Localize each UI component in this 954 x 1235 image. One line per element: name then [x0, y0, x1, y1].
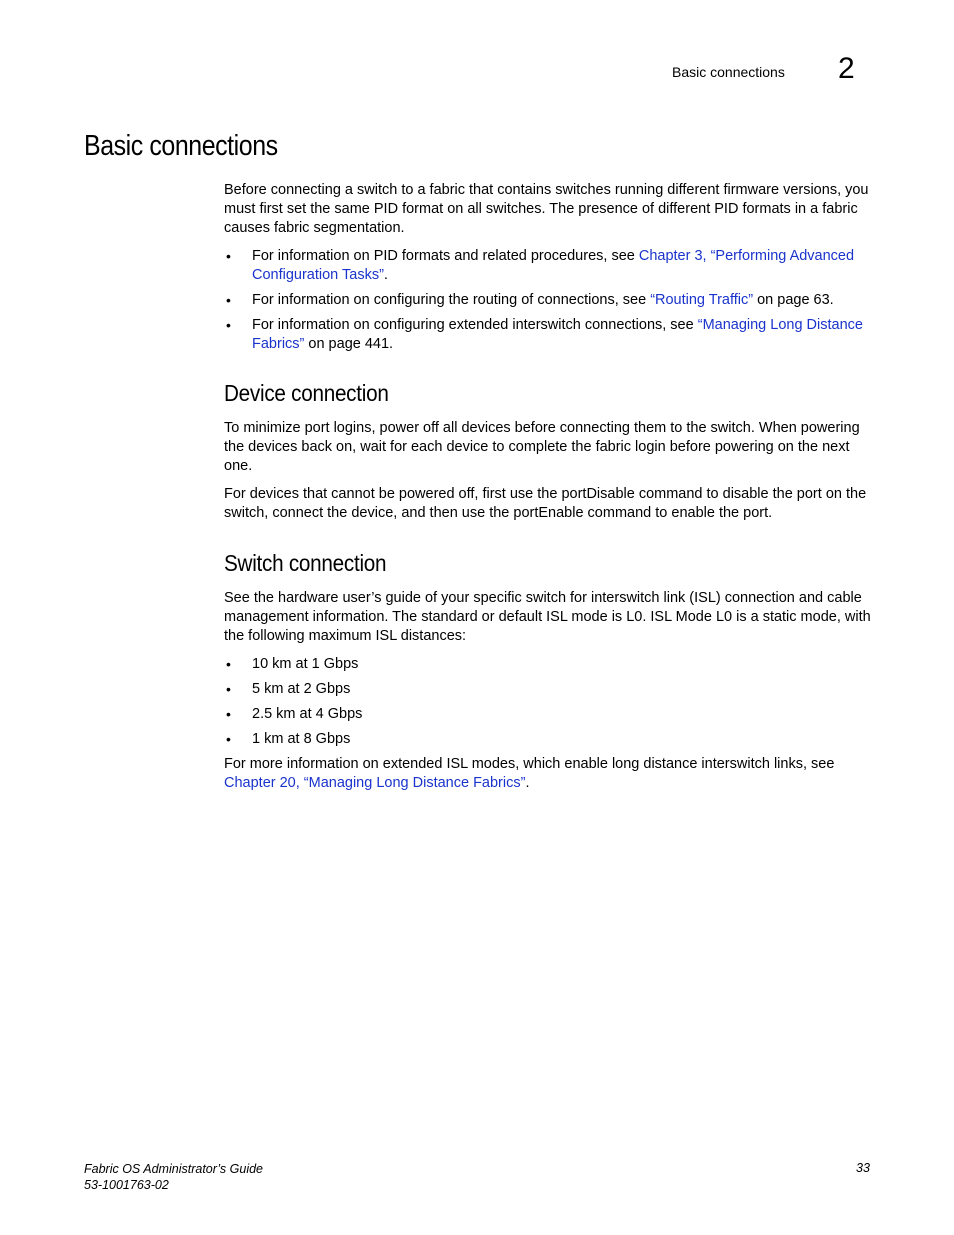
list-item [224, 655, 872, 674]
list-item-text: . [383, 267, 388, 283]
running-header-title: Basic connections [672, 64, 785, 80]
paragraph-text: For devices that cannot be powered off, first use the [224, 486, 562, 502]
device-connection-heading: Device connection [224, 380, 389, 406]
bullet-icon: • [226, 706, 231, 722]
list-item-text: For information on PID formats and related procedures, see [252, 248, 639, 264]
switch-connection-heading: Switch connection [224, 550, 387, 576]
bullet-icon: • [226, 248, 231, 264]
list-item-text: 1 km at 8 Gbps [252, 731, 351, 747]
intro-paragraph: Before connecting a switch to a fabric that contains switches running different firmware versions, you must first set the same PID format on all switches. The presence of different PID formats in a fabric causes fabric segmentation. [224, 182, 869, 236]
bullet-icon: • [226, 681, 231, 697]
chapter-20-link[interactable]: Chapter 20, “Managing Long Distance Fabrics” [224, 775, 526, 791]
page-title: Basic connections [84, 130, 278, 162]
device-connection-paragraph-1: To minimize port logins, power off all devices before connecting them to the switch. When powering the devices back on, wait for each device to complete the fabric login before powering on the next one. [224, 420, 860, 474]
list-item [224, 705, 872, 724]
footer-guide-title: Fabric OS Administrator’s Guide [84, 1162, 263, 1176]
list-item [224, 247, 872, 285]
list-item-text: 10 km at 1 Gbps [252, 656, 359, 672]
list-item [224, 680, 872, 699]
intro-bullet-list [224, 247, 872, 354]
switch-connection-paragraph-2 [224, 755, 872, 793]
bullet-icon: • [226, 292, 231, 308]
switch-connection-paragraph-1: See the hardware user’s guide of your specific switch for interswitch link (ISL) connection and cable management information. The standard or default ISL mode is L0. ISL Mode L0 is a static mode, with the following maximum ISL distances: [224, 590, 871, 644]
list-item [224, 316, 872, 354]
paragraph-text: . [525, 775, 530, 791]
list-item-text: For information on configuring extended interswitch connections, see [252, 317, 698, 333]
list-item-text: 5 km at 2 Gbps [252, 681, 351, 697]
bullet-icon: • [226, 317, 231, 333]
footer [84, 1161, 263, 1193]
portdisable-command: portDisable [561, 486, 635, 502]
list-item-text: on page 63. [753, 292, 834, 308]
intro-section [224, 181, 872, 354]
list-item [224, 730, 872, 749]
footer-doc-number: 53-1001763-02 [84, 1178, 169, 1192]
chapter-number: 2 [838, 52, 855, 85]
paragraph-text: command to enable the port. [583, 505, 773, 521]
bullet-icon: • [226, 656, 231, 672]
paragraph-text: For more information on extended ISL modes, which enable long distance interswitch links, see [224, 756, 835, 772]
list-item-text: 2.5 km at 4 Gbps [252, 706, 363, 722]
list-item [224, 291, 872, 310]
paragraph-text: command to disable the port on the switch, connect the device, and then use the [224, 486, 867, 521]
device-connection-paragraph-2 [224, 485, 872, 523]
footer-page-number: 33 [856, 1161, 870, 1175]
chapter-3-link[interactable]: Chapter 3, “Performing Advanced Configuration Tasks” [252, 248, 855, 283]
list-item-text: For information on configuring the routing of connections, see [252, 292, 651, 308]
switch-connection-section [224, 589, 872, 793]
isl-distance-list [224, 655, 872, 749]
managing-long-distance-link[interactable]: “Managing Long Distance Fabrics” [252, 317, 863, 352]
portenable-command: portEnable [513, 505, 584, 521]
routing-traffic-link[interactable]: “Routing Traffic” [650, 292, 754, 308]
device-connection-section [224, 419, 872, 523]
list-item-text: on page 441. [304, 336, 394, 352]
bullet-icon: • [226, 731, 231, 747]
